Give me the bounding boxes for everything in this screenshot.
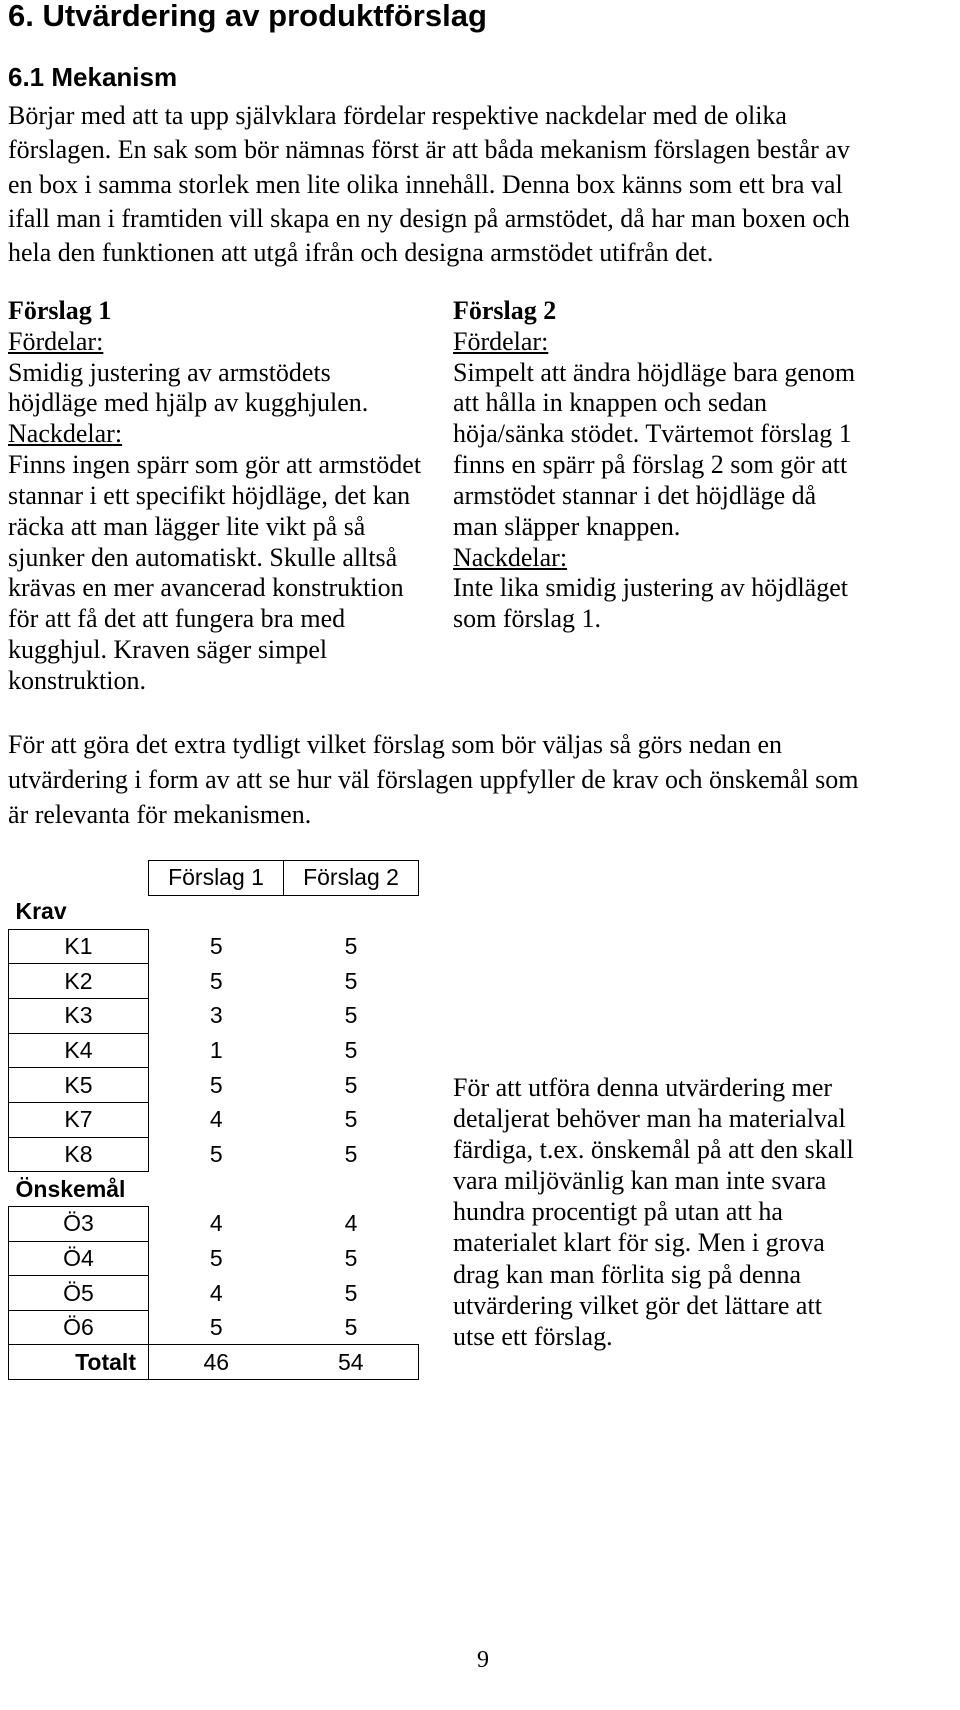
paragraph-line: en box i samma storlek men lite olika innehåll. Denna box känns som ett bra val [8, 169, 843, 199]
side-note-line: detaljerat behöver man ha materialval [453, 1104, 846, 1134]
cons-line: räcka att man lägger lite vikt på så [8, 511, 366, 541]
empty-cell [149, 895, 284, 929]
section-label: Krav [15, 898, 67, 925]
table-row [9, 1137, 419, 1172]
cons-line: som förslag 1. [453, 604, 602, 634]
side-note-line: färdiga, t.ex. önskemål på att den skall [453, 1135, 854, 1165]
pros-label: Fördelar: [453, 326, 549, 356]
score-cell: 5 [344, 967, 358, 994]
score-cell: 5 [209, 1140, 223, 1167]
table-row [9, 929, 419, 964]
side-note [453, 1072, 854, 1352]
paragraph-line: hela den funktionen att utgå ifrån och designa armstödet utifrån det. [8, 238, 714, 267]
table-row [9, 1102, 419, 1137]
intro-paragraph [8, 99, 850, 270]
pros-label: Fördelar: [8, 326, 104, 356]
side-note-line: vara miljövänlig kan man inte svara [453, 1166, 827, 1196]
evaluation-intro-paragraph [8, 727, 859, 832]
score-cell: 5 [344, 1002, 358, 1029]
row-label: K5 [9, 1068, 149, 1103]
side-note-line: drag kan man förlita sig på denna [453, 1259, 801, 1289]
cons-line: Inte lika smidig justering av höjdläget [453, 573, 848, 603]
table-row [9, 1241, 419, 1276]
table-row [9, 964, 419, 999]
table-header-row [9, 861, 419, 896]
score-cell: 5 [344, 1106, 358, 1133]
table-row [9, 1068, 419, 1103]
score-cell: 4 [209, 1210, 223, 1237]
cons-line: konstruktion. [8, 665, 146, 695]
score-cell: 5 [209, 1071, 223, 1098]
score-cell: 5 [209, 1244, 223, 1271]
paragraph-line: utvärdering i form av att se hur väl förslagen uppfyller de krav och önskemål som [8, 765, 859, 794]
table-row [9, 1276, 419, 1311]
table-row [9, 1206, 419, 1241]
side-note-line: materialet klart för sig. Men i grova [453, 1228, 825, 1258]
row-label: K1 [9, 929, 149, 964]
row-label: Ö6 [9, 1310, 149, 1345]
score-cell: 5 [209, 933, 223, 960]
pros-line: Smidig justering av armstödets [8, 357, 331, 387]
cons-label: Nackdelar: [453, 542, 568, 572]
score-cell: 5 [344, 1244, 358, 1271]
row-label: K8 [9, 1137, 149, 1172]
row-label: K4 [9, 1033, 149, 1068]
score-cell: 5 [209, 967, 223, 994]
cons-line: Finns ingen spärr som gör att armstödet [8, 450, 422, 480]
total-score: 46 [149, 1345, 284, 1380]
score-cell: 1 [209, 1037, 223, 1064]
paragraph-line: För att göra det extra tydligt vilket förslag som bör väljas så görs nedan en [8, 730, 783, 759]
evaluation-table [8, 860, 419, 1380]
total-label: Totalt [9, 1345, 149, 1380]
empty-cell [149, 1172, 284, 1207]
score-cell: 3 [209, 1002, 223, 1029]
empty-cell [284, 1172, 419, 1207]
table-row [9, 1310, 419, 1345]
side-note-line: utvärdering vilket gör det lättare att [453, 1290, 822, 1320]
score-cell: 5 [344, 1313, 358, 1340]
proposal-2-column [453, 296, 855, 635]
pros-line: höja/sänka stödet. Tvärtemot förslag 1 [453, 419, 852, 449]
pros-line: Simpelt att ändra höjdläge bara genom [453, 357, 856, 387]
row-label: Ö4 [9, 1241, 149, 1276]
cons-line: krävas en mer avancerad konstruktion [8, 573, 404, 603]
paragraph-line: är relevanta för mekanismen. [8, 800, 312, 829]
table-row [9, 1033, 419, 1068]
section-heading: 6.1 Mekanism [8, 62, 178, 92]
row-label: K3 [9, 999, 149, 1034]
column-header: Förslag 1 [149, 861, 284, 896]
cons-line: kugghjul. Kraven säger simpel [8, 635, 328, 665]
pros-line: man släpper knappen. [453, 511, 681, 541]
total-score: 54 [284, 1345, 419, 1380]
score-cell: 5 [344, 1279, 358, 1306]
score-cell: 5 [344, 1037, 358, 1064]
empty-cell [284, 895, 419, 929]
side-note-line: utse ett förslag. [453, 1321, 613, 1351]
score-cell: 5 [344, 933, 358, 960]
proposal-1-column [8, 296, 421, 697]
section-row [9, 895, 419, 929]
section-label: Önskemål [15, 1175, 126, 1202]
table-row [9, 999, 419, 1034]
empty-cell [9, 861, 149, 896]
paragraph-line: förslagen. En sak som bör nämnas först är att båda mekanism förslagen består av [8, 135, 850, 165]
score-cell: 5 [209, 1313, 223, 1340]
paragraph-line: Börjar med att ta upp självklara fördelar respektive nackdelar med de olika [8, 101, 787, 130]
chapter-heading: 6. Utvärdering av produktförslag [8, 0, 487, 33]
score-cell: 4 [209, 1279, 223, 1306]
proposal-title: Förslag 1 [8, 296, 112, 325]
total-row [9, 1345, 419, 1380]
pros-line: höjdläge med hjälp av kugghjulen. [8, 388, 369, 418]
cons-line: sjunker den automatiskt. Skulle alltså [8, 542, 398, 572]
paragraph-line: ifall man i framtiden vill skapa en ny design på armstödet, då har man boxen och [8, 203, 850, 233]
row-label: K2 [9, 964, 149, 999]
column-header: Förslag 2 [284, 861, 419, 896]
pros-line: att hålla in knappen och sedan [453, 388, 768, 418]
side-note-line: hundra procentigt på utan att ha [453, 1197, 783, 1227]
cons-line: stannar i ett specifikt höjdläge, det kan [8, 480, 411, 510]
row-label: Ö5 [9, 1276, 149, 1311]
section-row [9, 1172, 419, 1207]
proposal-title: Förslag 2 [453, 296, 557, 325]
page-number: 9 [477, 1647, 489, 1673]
cons-label: Nackdelar: [8, 419, 123, 449]
cons-line: för att få det att fungera bra med [8, 604, 346, 634]
score-cell: 4 [344, 1210, 358, 1237]
row-label: Ö3 [9, 1206, 149, 1241]
side-note-line: För att utföra denna utvärdering mer [453, 1073, 833, 1102]
row-label: K7 [9, 1102, 149, 1137]
pros-line: armstödet stannar i det höjdläge då [453, 480, 817, 510]
score-cell: 5 [344, 1140, 358, 1167]
score-cell: 4 [209, 1106, 223, 1133]
pros-line: finns en spärr på förslag 2 som gör att [453, 450, 848, 480]
score-cell: 5 [344, 1071, 358, 1098]
